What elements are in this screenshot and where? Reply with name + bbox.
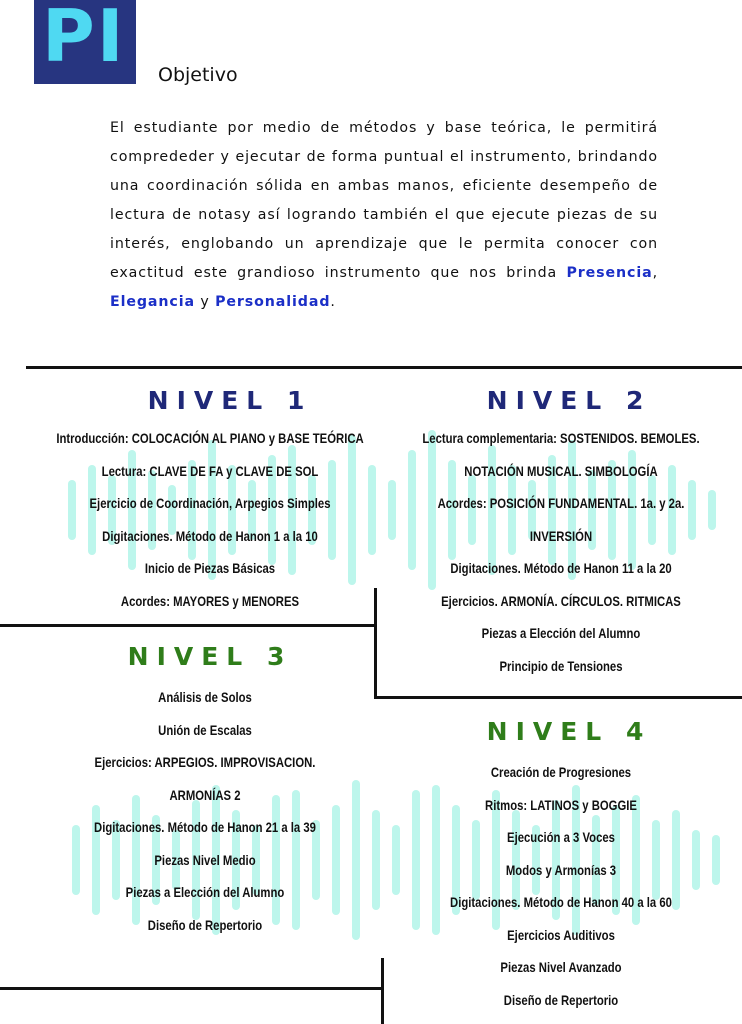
list-item: Ritmos: LATINOS y BOGGIE [485,797,637,813]
list-item: Digitaciones. Método de Hanon 11 a la 20 [450,561,672,576]
list-item: Piezas Nivel Medio [154,852,256,868]
list-item: Lectura complementaria: SOSTENIDOS. BEMOLES. [422,431,700,446]
list-item: Introducción: COLOCACIÓN AL PIANO y BASE TEÓRICA [56,431,364,446]
keyword-presencia: Presencia [566,265,653,281]
divider-level2-bottom [374,696,742,699]
keyword-elegancia: Elegancia [110,294,195,310]
divider-vertical-bottom [381,958,384,1024]
list-item: Digitaciones. Método de Hanon 1 a la 10 [102,528,318,544]
level-3-title: NIVEL 3 [127,642,293,671]
keyword-separator: y [194,294,216,310]
list-item: Creación de Progresiones [490,765,632,780]
list-item: Diseño de Repertorio [503,992,619,1008]
list-item: Piezas Nivel Avanzado [500,960,622,975]
level-2-list [393,423,729,683]
list-item: Ejercicios. ARMONÍA. CÍRCULOS. RITMICAS [441,593,681,609]
divider-level1-bottom [0,624,376,627]
list-item: Ejecución a 3 Voces [507,830,615,845]
list-item: Acordes: POSICIÓN FUNDAMENTAL. 1a. y 2a. [437,496,685,511]
divider-top [26,366,742,369]
list-item: NOTACIÓN MUSICAL. SIMBOLOGÍA [464,463,658,479]
list-item: Principio de Tensiones [499,658,623,674]
level-1-title: NIVEL 1 [147,386,313,415]
list-item: Unión de Escalas [158,722,252,738]
list-item: INVERSIÓN [529,528,593,544]
list-item: Digitaciones. Método de Hanon 21 a la 39 [94,820,316,835]
list-item: Modos y Armonías 3 [505,862,617,878]
objective-end: . [330,294,336,310]
list-item: Piezas a Elección del Alumno [481,626,641,641]
list-item: Diseño de Repertorio [147,917,263,933]
objective-title: Objetivo [158,64,238,86]
list-item: Análisis de Solos [158,690,252,705]
divider-level3-bottom [0,987,383,990]
list-item: Lectura: CLAVE DE FA y CLAVE DE SOL [101,463,319,479]
list-item: Acordes: MAYORES y MENORES [120,593,300,609]
list-item: ARMONÍAS 2 [169,787,241,803]
level-4-list [393,757,729,1017]
list-item: Ejercicios Auditivos [507,927,615,943]
list-item: Inicio de Piezas Básicas [144,561,276,576]
logo-text: PI [42,0,126,78]
list-item: Piezas a Elección del Alumno [125,885,285,900]
level-3-list [37,682,373,942]
objective-intro: El estudiante por medio de métodos y base teórica, le permitirá comprededer y ejecutar de forma puntual el instrumento, brindando una coordinación sólida en ambas manos, eficiente desempeño de lectura de notasy así logrando también el que ejecute piezas de su interés, englobando un aprendizaje que le permita conocer con exactitud este grandioso instrumento que nos brinda [110,120,658,281]
keyword-separator: , [652,265,658,281]
objective-text [110,114,658,317]
list-item: Ejercicio de Coordinación, Arpegios Simples [89,496,331,511]
level-1-list [42,423,378,618]
wave-bar [372,810,380,910]
list-item: Digitaciones. Método de Hanon 40 a la 60 [450,895,672,910]
logo [34,0,136,84]
level-2-title: NIVEL 2 [486,386,652,415]
level-4-title: NIVEL 4 [486,717,652,746]
list-item: Ejercicios: ARPEGIOS. IMPROVISACION. [94,755,316,770]
keyword-personalidad: Personalidad [215,294,331,310]
